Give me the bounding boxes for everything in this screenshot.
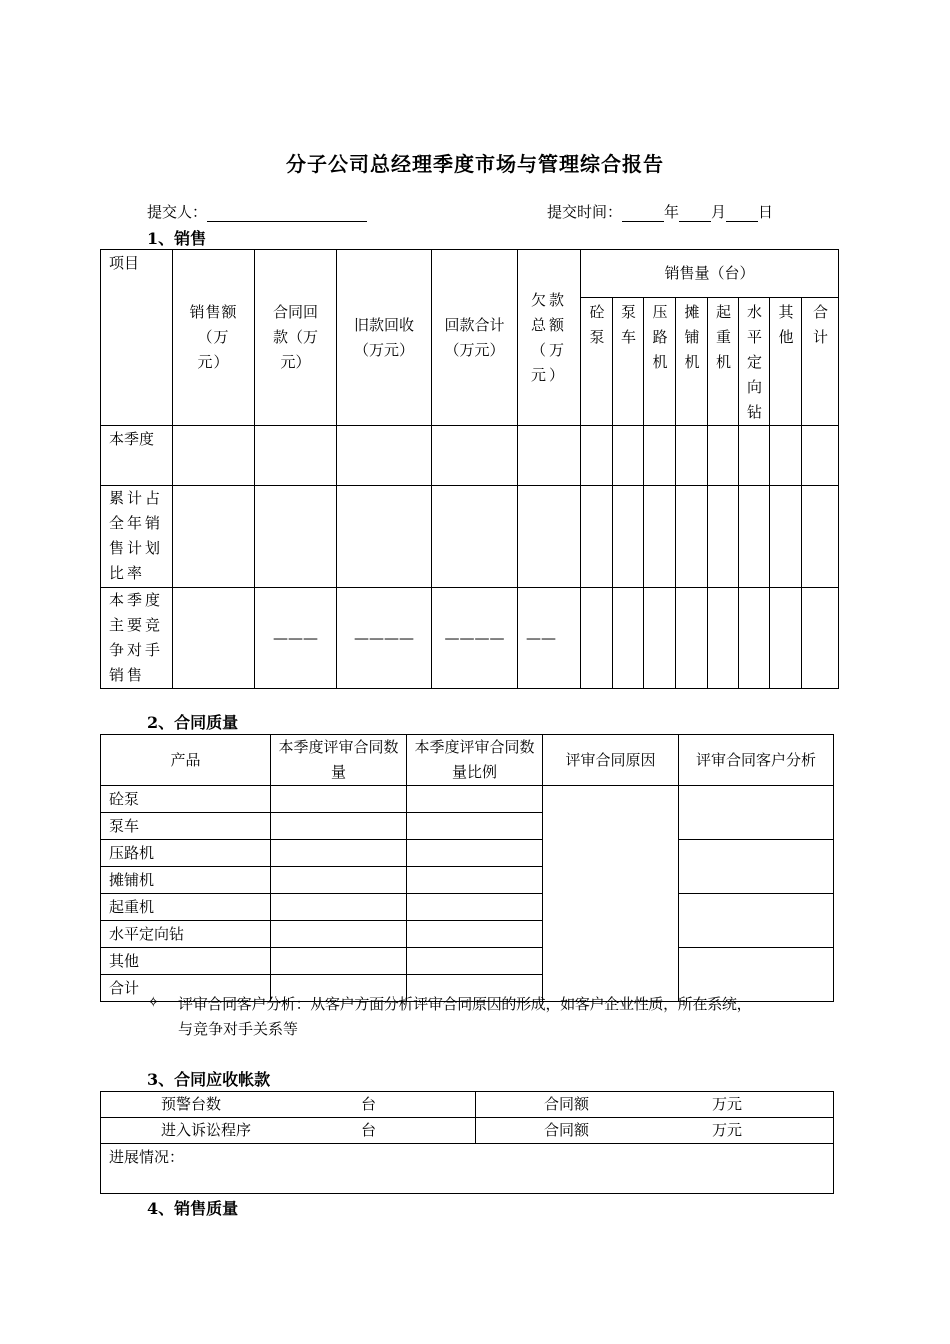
year-blank[interactable] xyxy=(622,205,664,222)
cell[interactable] xyxy=(708,426,739,486)
cell[interactable] xyxy=(581,486,613,588)
section-3-heading: 3、合同应收帐款 xyxy=(147,1070,271,1089)
row-label: 起重机 xyxy=(101,894,271,921)
litigation-label: 进入诉讼程序 xyxy=(161,1121,252,1139)
cell[interactable] xyxy=(432,486,518,588)
cell[interactable] xyxy=(739,426,770,486)
warning-count-label: 预警台数 xyxy=(161,1095,222,1113)
cell[interactable] xyxy=(739,486,770,588)
cell[interactable] xyxy=(644,486,676,588)
cell[interactable] xyxy=(613,588,644,689)
dash-cell: ——— xyxy=(255,588,337,689)
unit-wan: 万元 xyxy=(712,1095,743,1113)
customer-analysis-cell[interactable] xyxy=(679,840,834,894)
table-row xyxy=(101,588,839,689)
cell[interactable] xyxy=(676,486,708,588)
page-title: 分子公司总经理季度市场与管理综合报告 xyxy=(286,152,664,176)
table-row xyxy=(101,786,834,813)
table-row xyxy=(101,840,834,867)
contract-amount-cell[interactable] xyxy=(476,1118,834,1144)
header-review-reason: 评审合同原因 xyxy=(543,735,679,786)
progress-label: 进展情况： xyxy=(109,1148,185,1166)
cell[interactable] xyxy=(432,426,518,486)
cell[interactable] xyxy=(739,588,770,689)
cell[interactable] xyxy=(271,948,407,975)
cell[interactable] xyxy=(770,486,802,588)
header-sales-amount: 销售额（万元） xyxy=(173,250,255,426)
cell[interactable] xyxy=(708,486,739,588)
note-bullet-icon: ✧ xyxy=(147,993,160,1011)
cell[interactable] xyxy=(271,813,407,840)
cell[interactable] xyxy=(337,426,432,486)
cell[interactable] xyxy=(255,426,337,486)
header-sales-quantity: 销售量（台） xyxy=(581,250,839,298)
cell[interactable] xyxy=(613,486,644,588)
table-row xyxy=(101,948,834,975)
customer-analysis-cell[interactable] xyxy=(679,894,834,948)
section-2-heading: 2、合同质量 xyxy=(147,713,239,732)
unit-wan: 万元 xyxy=(712,1121,743,1139)
review-reason-cell[interactable] xyxy=(543,786,679,1002)
note-line-2: 与竞争对手关系等 xyxy=(178,1020,299,1038)
table-row xyxy=(101,894,834,921)
product-col-header: 泵车 xyxy=(613,298,644,426)
cell[interactable] xyxy=(802,486,839,588)
dash-cell: —— xyxy=(518,588,581,689)
submit-time-field xyxy=(547,201,773,222)
cell[interactable] xyxy=(802,588,839,689)
cell[interactable] xyxy=(407,921,543,948)
warning-count-cell[interactable] xyxy=(101,1092,476,1118)
contract-amount-label: 合同额 xyxy=(544,1121,590,1139)
cell[interactable] xyxy=(770,426,802,486)
sales-table xyxy=(100,249,839,689)
cell[interactable] xyxy=(676,426,708,486)
cell[interactable] xyxy=(644,588,676,689)
header-contract-payment: 合同回款（万元） xyxy=(255,250,337,426)
submitter-field xyxy=(147,201,367,222)
contract-amount-cell[interactable] xyxy=(476,1092,834,1118)
row-label-cumulative-ratio: 累计占全年销售计划比率 xyxy=(101,486,173,588)
cell[interactable] xyxy=(337,486,432,588)
dash-cell: ———— xyxy=(337,588,432,689)
cell[interactable] xyxy=(613,426,644,486)
section-4-heading: 4、销售质量 xyxy=(147,1199,239,1218)
cell[interactable] xyxy=(581,588,613,689)
cell[interactable] xyxy=(407,894,543,921)
product-col-header: 水平定向钻 xyxy=(739,298,770,426)
row-label-competitor-sales: 本季度主要竞争对手销售 xyxy=(101,588,173,689)
header-old-payment: 旧款回收（万元） xyxy=(337,250,432,426)
row-label: 水平定向钻 xyxy=(101,921,271,948)
row-label: 其他 xyxy=(101,948,271,975)
unit-tai: 台 xyxy=(361,1095,377,1113)
cell[interactable] xyxy=(708,588,739,689)
header-arrears-total: 欠款总额（万元） xyxy=(518,250,581,426)
row-label: 压路机 xyxy=(101,840,271,867)
cell[interactable] xyxy=(407,786,543,813)
receivables-table xyxy=(100,1091,834,1194)
cell[interactable] xyxy=(407,948,543,975)
cell[interactable] xyxy=(255,486,337,588)
litigation-count-cell[interactable] xyxy=(101,1118,476,1144)
cell[interactable] xyxy=(271,867,407,894)
dash-cell: ———— xyxy=(432,588,518,689)
contract-amount-label: 合同额 xyxy=(544,1095,590,1113)
product-col-header: 其他 xyxy=(770,298,802,426)
note-line-1: 评审合同客户分析：从客户方面分析评审合同原因的形成，如客户企业性质，所在系统， xyxy=(178,995,752,1013)
cell[interactable] xyxy=(770,588,802,689)
day-label: 日 xyxy=(758,203,774,221)
cell[interactable] xyxy=(802,426,839,486)
cell[interactable] xyxy=(581,426,613,486)
cell[interactable] xyxy=(271,786,407,813)
day-blank[interactable] xyxy=(726,205,758,222)
header-review-ratio: 本季度评审合同数量比例 xyxy=(407,735,543,786)
cell[interactable] xyxy=(676,588,708,689)
contract-quality-table xyxy=(100,734,834,1002)
month-label: 月 xyxy=(711,203,727,221)
row-label: 砼泵 xyxy=(101,786,271,813)
year-label: 年 xyxy=(664,203,680,221)
cell[interactable] xyxy=(173,588,255,689)
table-row xyxy=(101,486,839,588)
cell[interactable] xyxy=(173,486,255,588)
header-customer-analysis: 评审合同客户分析 xyxy=(679,735,834,786)
row-label: 摊铺机 xyxy=(101,867,271,894)
customer-analysis-cell[interactable] xyxy=(679,786,834,840)
row-label: 泵车 xyxy=(101,813,271,840)
header-payment-total: 回款合计（万元） xyxy=(432,250,518,426)
submit-time-label: 提交时间： xyxy=(547,203,623,221)
unit-tai: 台 xyxy=(361,1121,377,1139)
cell[interactable] xyxy=(407,813,543,840)
table-row xyxy=(101,1118,834,1144)
cell[interactable] xyxy=(518,486,581,588)
product-col-header: 压路机 xyxy=(644,298,676,426)
cell[interactable] xyxy=(271,921,407,948)
section-1-heading: 1、销售 xyxy=(147,229,207,248)
header-product: 产品 xyxy=(101,735,271,786)
submitter-blank[interactable] xyxy=(207,205,367,222)
submitter-label: 提交人： xyxy=(147,203,208,221)
row-label-this-quarter: 本季度 xyxy=(101,426,173,486)
product-col-header: 摊铺机 xyxy=(676,298,708,426)
header-item: 项目 xyxy=(101,250,173,426)
row-label: 合计 xyxy=(101,975,271,1002)
cell[interactable] xyxy=(173,426,255,486)
header-review-count: 本季度评审合同数量 xyxy=(271,735,407,786)
product-col-header: 起重机 xyxy=(708,298,739,426)
progress-cell[interactable] xyxy=(101,1144,834,1194)
cell[interactable] xyxy=(644,426,676,486)
cell[interactable] xyxy=(518,426,581,486)
product-col-header: 合计 xyxy=(802,298,839,426)
table-row xyxy=(101,1092,834,1118)
month-blank[interactable] xyxy=(679,205,711,222)
cell[interactable] xyxy=(271,840,407,867)
table-row xyxy=(101,426,839,486)
product-col-header: 砼泵 xyxy=(581,298,613,426)
cell[interactable] xyxy=(407,840,543,867)
cell[interactable] xyxy=(271,894,407,921)
cell[interactable] xyxy=(407,867,543,894)
